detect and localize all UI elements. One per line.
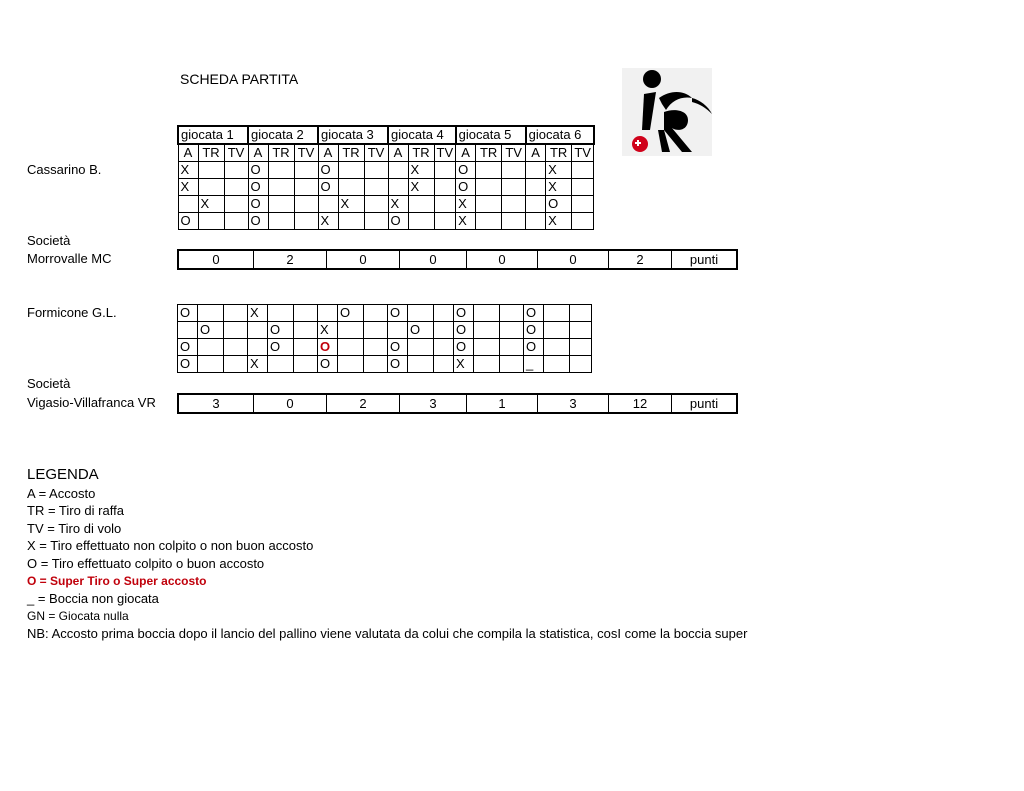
player1-club-label: Società <box>27 233 71 248</box>
total-score-cell: 2 <box>609 250 672 269</box>
table-row <box>178 213 594 230</box>
legend-line: _ = Boccia non giocata <box>27 591 159 607</box>
shot-cell <box>526 196 546 213</box>
shot-cell <box>502 179 526 196</box>
shot-cell <box>224 339 248 356</box>
shot-cell <box>364 196 388 213</box>
shot-type-header: A <box>526 144 546 162</box>
shot-type-header: TR <box>198 144 224 162</box>
legend-line: A = Accosto <box>27 485 96 501</box>
shot-cell: O <box>524 322 544 339</box>
shot-cell: O <box>178 305 198 322</box>
shot-type-header: TV <box>502 144 526 162</box>
shot-cell <box>318 196 338 213</box>
shot-cell <box>388 162 408 179</box>
giocata-header: giocata 5 <box>456 126 526 144</box>
legend-super-line: O = Super Tiro o Super accosto <box>27 573 207 588</box>
shot-type-header: A <box>388 144 408 162</box>
shot-cell <box>224 179 248 196</box>
giocata-header: giocata 1 <box>178 126 248 144</box>
giocata-header: giocata 4 <box>388 126 456 144</box>
table-row <box>178 322 592 339</box>
shot-cell: O <box>248 213 268 230</box>
legend <box>27 466 747 643</box>
shot-cell <box>408 196 434 213</box>
shot-cell <box>434 196 456 213</box>
shot-cell <box>476 213 502 230</box>
shot-cell <box>434 305 454 322</box>
shot-type-header: TR <box>268 144 294 162</box>
giocata-header: giocata 2 <box>248 126 318 144</box>
giocata-header: giocata 3 <box>318 126 388 144</box>
shot-cell <box>474 305 500 322</box>
shot-cell <box>364 213 388 230</box>
shot-cell <box>338 179 364 196</box>
shot-cell: O <box>178 339 198 356</box>
shot-type-header: TV <box>434 144 456 162</box>
shot-cell: X <box>178 179 198 196</box>
shot-cell <box>526 179 546 196</box>
shot-cell <box>224 162 248 179</box>
shot-cell: O <box>318 339 338 356</box>
shot-cell: X <box>178 162 198 179</box>
shot-cell: X <box>248 356 268 373</box>
legend-nb-line: NB: Accosto prima boccia dopo il lancio del pallino viene valutata da colui che compila la statistica, cosI come la boccia super <box>27 626 748 642</box>
player2-club-label: Società <box>27 376 71 391</box>
shot-cell <box>570 356 592 373</box>
giocata-score-cell: 3 <box>538 394 609 413</box>
shot-cell <box>248 322 268 339</box>
shot-cell <box>434 162 456 179</box>
shot-cell <box>502 196 526 213</box>
player2-club: Vigasio-Villafranca VR <box>27 395 156 410</box>
shot-cell <box>364 162 388 179</box>
shot-cell <box>178 322 198 339</box>
shot-cell <box>408 339 434 356</box>
shot-cell: X <box>388 196 408 213</box>
legend-line: O = Tiro effettuato colpito o buon accosto <box>27 555 265 571</box>
shot-cell <box>364 322 388 339</box>
shot-cell <box>364 179 388 196</box>
shot-cell <box>526 213 546 230</box>
shot-cell <box>572 213 594 230</box>
shot-cell <box>364 356 388 373</box>
shot-cell <box>408 305 434 322</box>
shot-cell <box>294 356 318 373</box>
shot-cell: X <box>338 196 364 213</box>
shot-cell <box>408 213 434 230</box>
shot-cell <box>500 322 524 339</box>
shot-cell <box>570 339 592 356</box>
shot-cell <box>338 162 364 179</box>
shot-cell <box>544 305 570 322</box>
shot-cell: X <box>408 179 434 196</box>
legend-line: TV = Tiro di volo <box>27 520 122 536</box>
shot-cell <box>500 339 524 356</box>
shot-cell: X <box>454 356 474 373</box>
shot-cell: O <box>388 339 408 356</box>
shot-cell <box>294 162 318 179</box>
shot-cell <box>434 356 454 373</box>
shot-type-header: TV <box>294 144 318 162</box>
shot-cell <box>544 339 570 356</box>
shot-cell <box>408 356 434 373</box>
shot-cell <box>224 196 248 213</box>
shot-cell: O <box>248 162 268 179</box>
giocata-score-cell: 2 <box>327 394 400 413</box>
shot-cell <box>544 322 570 339</box>
shot-cell <box>502 213 526 230</box>
shot-cell: X <box>546 213 572 230</box>
shot-cell <box>476 196 502 213</box>
shot-cell <box>502 162 526 179</box>
player2-name: Formicone G.L. <box>27 305 117 320</box>
shot-cell: O <box>456 179 476 196</box>
shot-cell: O <box>178 213 198 230</box>
shot-cell: O <box>338 305 364 322</box>
shot-cell <box>338 339 364 356</box>
shot-cell: X <box>456 196 476 213</box>
shot-cell <box>474 322 500 339</box>
shot-cell <box>294 196 318 213</box>
player2-score-grid <box>177 304 592 373</box>
shot-cell <box>294 339 318 356</box>
player1-totals-row <box>177 249 738 270</box>
shot-cell <box>434 322 454 339</box>
unit-cell: punti <box>672 394 738 413</box>
shot-cell: _ <box>524 356 544 373</box>
shot-cell: O <box>408 322 434 339</box>
shot-cell <box>224 356 248 373</box>
shot-cell <box>388 179 408 196</box>
shot-cell <box>544 356 570 373</box>
total-score-cell: 12 <box>609 394 672 413</box>
giocata-score-cell: 0 <box>538 250 609 269</box>
shot-cell <box>364 339 388 356</box>
shot-cell <box>388 322 408 339</box>
giocata-score-cell: 3 <box>400 394 467 413</box>
shot-cell <box>500 356 524 373</box>
shot-cell: O <box>524 305 544 322</box>
shot-cell <box>570 305 592 322</box>
giocata-score-cell: 0 <box>467 250 538 269</box>
legend-line: X = Tiro effettuato non colpito o non buon accosto <box>27 538 314 554</box>
shot-cell <box>268 356 294 373</box>
shot-cell: O <box>388 305 408 322</box>
unit-cell: punti <box>672 250 738 269</box>
shot-type-header: A <box>248 144 268 162</box>
shot-cell: O <box>388 356 408 373</box>
shot-cell: O <box>456 162 476 179</box>
shot-type-header: TR <box>476 144 502 162</box>
shot-type-header: A <box>178 144 198 162</box>
shot-cell <box>476 179 502 196</box>
player1-club: Morrovalle MC <box>27 251 112 266</box>
shot-cell: O <box>268 339 294 356</box>
shot-cell: O <box>248 196 268 213</box>
legend-gn-line: GN = Giocata nulla <box>27 608 129 623</box>
shot-cell <box>198 339 224 356</box>
shot-cell <box>224 322 248 339</box>
shot-cell: O <box>268 322 294 339</box>
shot-cell <box>268 213 294 230</box>
shot-cell <box>572 196 594 213</box>
shot-type-header: TR <box>408 144 434 162</box>
shot-cell: O <box>318 162 338 179</box>
player2-totals-row <box>177 393 738 414</box>
shot-cell <box>198 162 224 179</box>
shot-cell <box>500 305 524 322</box>
shot-type-header: TV <box>364 144 388 162</box>
shot-cell <box>338 213 364 230</box>
page-title: SCHEDA PARTITA <box>180 71 299 87</box>
legend-line: TR = Tiro di raffa <box>27 503 124 519</box>
giocata-score-cell: 0 <box>254 394 327 413</box>
shot-type-header: TV <box>224 144 248 162</box>
shot-cell <box>294 305 318 322</box>
shot-cell <box>224 213 248 230</box>
shot-cell <box>318 305 338 322</box>
shot-cell: O <box>318 356 338 373</box>
shot-cell <box>434 179 456 196</box>
giocata-score-cell: 0 <box>178 250 254 269</box>
shot-cell <box>268 305 294 322</box>
shot-cell <box>294 213 318 230</box>
shot-cell: X <box>198 196 224 213</box>
giocata-header: giocata 6 <box>526 126 594 144</box>
shot-type-header: TV <box>572 144 594 162</box>
shot-cell: O <box>454 339 474 356</box>
table-row <box>178 179 594 196</box>
shot-cell <box>268 196 294 213</box>
shot-cell <box>198 356 224 373</box>
shot-cell <box>474 356 500 373</box>
legend-title: LEGENDA <box>27 466 99 483</box>
shot-cell <box>572 179 594 196</box>
shot-cell <box>268 179 294 196</box>
shot-cell <box>268 162 294 179</box>
shot-cell: O <box>546 196 572 213</box>
shot-type-header: A <box>318 144 338 162</box>
giocata-score-cell: 0 <box>327 250 400 269</box>
shot-cell <box>526 162 546 179</box>
shot-cell: X <box>248 305 268 322</box>
shot-cell <box>434 339 454 356</box>
shot-cell <box>474 339 500 356</box>
shot-cell: O <box>388 213 408 230</box>
shot-cell: O <box>198 322 224 339</box>
shot-cell: O <box>178 356 198 373</box>
player1-score-grid <box>177 125 595 230</box>
shot-cell: O <box>454 322 474 339</box>
shot-cell: X <box>456 213 476 230</box>
giocata-score-cell: 1 <box>467 394 538 413</box>
table-row <box>178 339 592 356</box>
shot-cell <box>224 305 248 322</box>
table-row <box>178 305 592 322</box>
shot-cell <box>198 213 224 230</box>
shot-cell <box>294 322 318 339</box>
shot-cell <box>198 305 224 322</box>
shot-cell <box>434 213 456 230</box>
giocata-score-cell: 0 <box>400 250 467 269</box>
bocce-player-logo-icon <box>622 68 712 156</box>
shot-cell: X <box>546 162 572 179</box>
shot-cell: X <box>546 179 572 196</box>
shot-cell <box>198 179 224 196</box>
shot-cell <box>338 356 364 373</box>
shot-cell: X <box>318 322 338 339</box>
shot-cell <box>476 162 502 179</box>
shot-cell: O <box>454 305 474 322</box>
giocata-score-cell: 3 <box>178 394 254 413</box>
shot-cell <box>294 179 318 196</box>
shot-cell <box>570 322 592 339</box>
shot-type-header: TR <box>338 144 364 162</box>
giocata-score-cell: 2 <box>254 250 327 269</box>
shot-type-header: TR <box>546 144 572 162</box>
shot-cell: X <box>408 162 434 179</box>
player1-name: Cassarino B. <box>27 162 102 177</box>
table-row <box>178 162 594 179</box>
shot-cell <box>572 162 594 179</box>
shot-cell: O <box>248 179 268 196</box>
shot-cell: O <box>318 179 338 196</box>
table-row <box>178 356 592 373</box>
shot-cell <box>178 196 198 213</box>
shot-type-header: A <box>456 144 476 162</box>
shot-cell <box>364 305 388 322</box>
shot-cell <box>248 339 268 356</box>
table-row <box>178 196 594 213</box>
shot-cell: O <box>524 339 544 356</box>
shot-cell <box>338 322 364 339</box>
shot-cell: X <box>318 213 338 230</box>
